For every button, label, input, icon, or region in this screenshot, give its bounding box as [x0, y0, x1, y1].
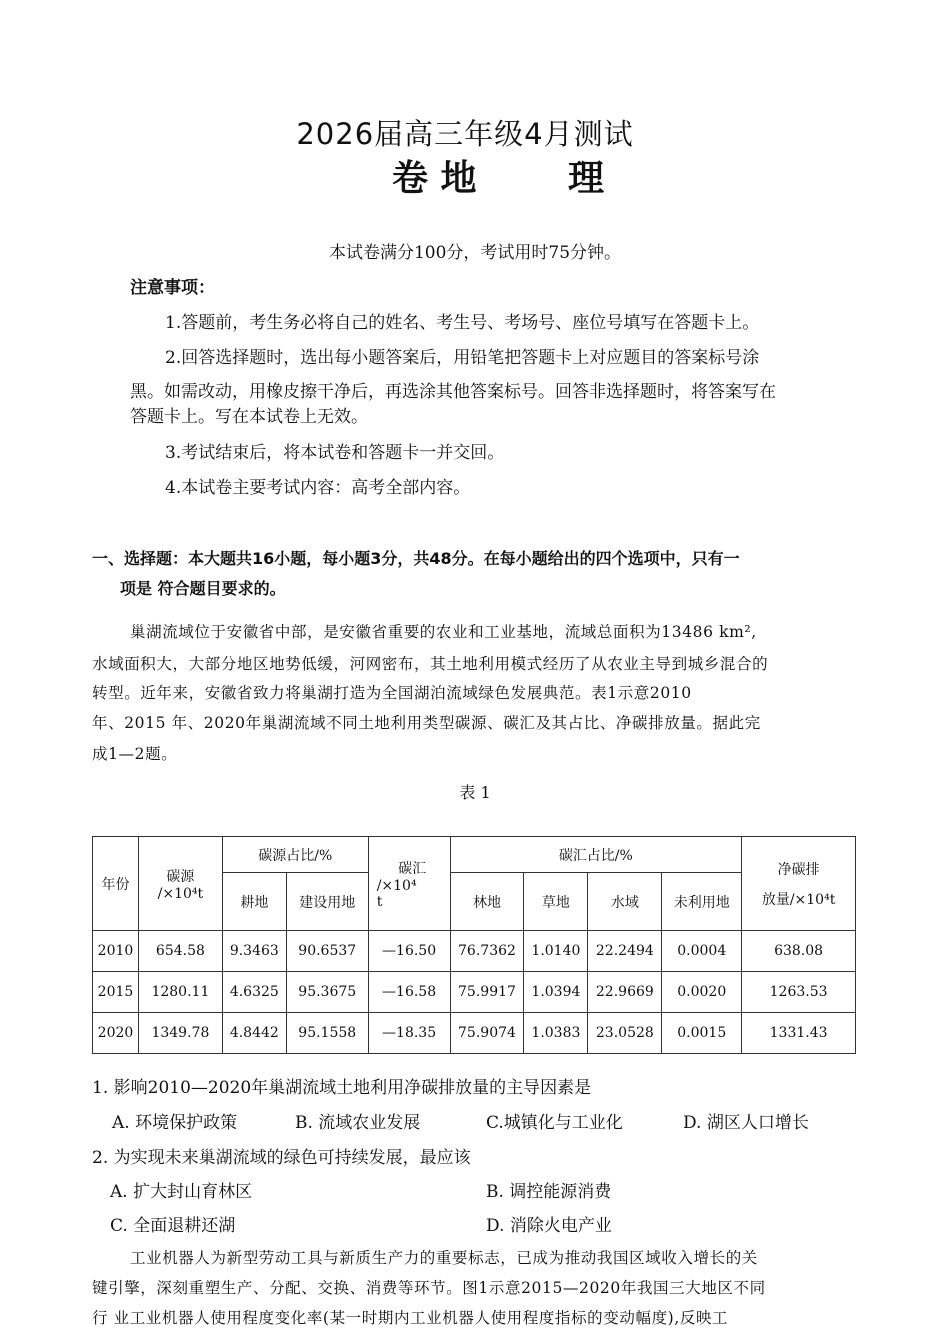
question-2-option-b: B. 调控能源消费 [486, 1182, 612, 1202]
header-sink-label: 碳汇 [398, 860, 427, 877]
cell: 0.0004 [662, 931, 742, 972]
cell: —16.50 [368, 931, 450, 972]
question-2-stem: 2. 为实现未来巢湖流域的绿色可持续发展，最应该 [92, 1148, 471, 1168]
passage1-line4: 年、2015 年、2020年巢湖流域不同土地利用类型碳源、碳汇及其占比、净碳排放量。据此完 [92, 714, 761, 732]
cell: 654.58 [138, 931, 222, 972]
cell: 0.0020 [662, 972, 742, 1013]
header-water: 水域 [588, 873, 662, 931]
table-row [93, 1013, 856, 1054]
passage2-line1: 工业机器人为新型劳动工具与新质生产力的重要标志，已成为推动我国区域收入增长的关 [130, 1249, 758, 1267]
cell: 638.08 [742, 931, 856, 972]
passage2-line3: 行 业工业机器人使用程度变化率(某一时期内工业机器人使用程度指标的变动幅度),反映工 [92, 1309, 729, 1327]
cell: 95.3675 [286, 972, 368, 1013]
notice-item-2-line1: 2.回答选择题时，选出每小题答案后，用铅笔把答题卡上对应题目的答案标号涂 [165, 348, 760, 368]
header-sink-ratio: 碳汇占比/% [450, 837, 742, 873]
table-row [93, 972, 856, 1013]
header-forest: 林地 [450, 873, 524, 931]
passage1-line5: 成1—2题。 [92, 745, 178, 763]
table-caption: 表 1 [459, 783, 491, 802]
section-heading-line2: 项是 符合题目要求的。 [120, 579, 286, 598]
question-1-option-c: C.城镇化与工业化 [486, 1113, 623, 1133]
cell: 4.6325 [222, 972, 286, 1013]
section-heading-line1: 一、选择题：本大题共16小题，每小题3分，共48分。在每小题给出的四个选项中，只有一 [92, 549, 740, 568]
notice-heading: 注意事项： [130, 278, 215, 298]
cell: 95.1558 [286, 1013, 368, 1054]
header-sink-unit2: t [376, 893, 383, 910]
question-1-option-d: D. 湖区人口增长 [683, 1113, 809, 1133]
cell: 1331.43 [742, 1013, 856, 1054]
question-1-option-b: B. 流域农业发展 [295, 1113, 421, 1133]
cell: —16.58 [368, 972, 450, 1013]
header-unused: 未利用地 [662, 873, 742, 931]
header-source-unit: /×10⁴t [157, 885, 204, 902]
notice-item-1: 1.答题前，考生务必将自己的姓名、考生号、考场号、座位号填写在答题卡上。 [165, 313, 760, 333]
cell: 4.8442 [222, 1013, 286, 1054]
notice-item-2-line2: 黑。如需改动，用橡皮擦干净后，再选涂其他答案标号。回答非选择题时，将答案写在 [130, 382, 776, 402]
passage1-line1: 巢湖流域位于安徽省中部，是安徽省重要的农业和工业基地，流域总面积为13486 km², [130, 623, 757, 641]
table-row [93, 931, 856, 972]
cell: 1.0383 [524, 1013, 588, 1054]
cell: 1.0140 [524, 931, 588, 972]
cell: 1349.78 [138, 1013, 222, 1054]
passage1-line3: 转型。近年来，安徽省致力将巢湖打造为全国湖泊流域绿色发展典范。表1示意2010 [92, 684, 692, 702]
header-net-label: 净碳排 [777, 861, 820, 878]
cell: —18.35 [368, 1013, 450, 1054]
header-grass: 草地 [524, 873, 588, 931]
cell: 23.0528 [588, 1013, 662, 1054]
cell: 2020 [93, 1013, 139, 1054]
header-construction: 建设用地 [286, 873, 368, 931]
question-1-option-a: A. 环境保护政策 [112, 1113, 238, 1133]
passage2-line2: 键引擎，深刻重塑生产、分配、交换、消费等环节。图1示意2015—2020年我国三大地区不同 [92, 1279, 766, 1297]
question-1-stem: 1. 影响2010—2020年巢湖流域土地利用净碳排放量的主导因素是 [92, 1078, 592, 1098]
notice-item-4: 4.本试卷主要考试内容：高考全部内容。 [165, 478, 471, 498]
header-farmland: 耕地 [222, 873, 286, 931]
header-year: 年份 [93, 837, 139, 931]
cell: 2015 [93, 972, 139, 1013]
cell: 1280.11 [138, 972, 222, 1013]
exam-title: 2026届高三年级4月测试 [296, 117, 634, 151]
cell: 22.9669 [588, 972, 662, 1013]
cell: 22.2494 [588, 931, 662, 972]
subject-title-left: 卷 地 [392, 158, 477, 199]
header-source-label: 碳源 [166, 868, 195, 885]
cell: 9.3463 [222, 931, 286, 972]
header-net-unit: 放量/×10⁴t [761, 891, 836, 908]
cell: 0.0015 [662, 1013, 742, 1054]
notice-item-3: 3.考试结束后，将本试卷和答题卡一并交回。 [165, 443, 505, 463]
header-source [138, 837, 222, 931]
cell: 1.0394 [524, 972, 588, 1013]
exam-info: 本试卷满分100分，考试用时75分钟。 [328, 243, 622, 263]
header-net [742, 837, 856, 931]
cell: 2010 [93, 931, 139, 972]
cell: 75.9074 [450, 1013, 524, 1054]
question-2-option-c: C. 全面退耕还湖 [110, 1216, 236, 1236]
header-sink-unit: /×10⁴ [376, 877, 417, 894]
cell: 1263.53 [742, 972, 856, 1013]
question-2-option-a: A. 扩大封山育林区 [110, 1182, 253, 1202]
cell: 76.7362 [450, 931, 524, 972]
cell: 90.6537 [286, 931, 368, 972]
header-source-ratio: 碳源占比/% [222, 837, 368, 873]
subject-title-right: 理 [568, 158, 605, 199]
cell: 75.9917 [450, 972, 524, 1013]
carbon-table [92, 836, 856, 1054]
notice-item-2-line3: 答题卡上。写在本试卷上无效。 [130, 407, 368, 427]
question-2-option-d: D. 消除火电产业 [486, 1216, 612, 1236]
passage1-line2: 水域面积大，大部分地区地势低缓，河网密布，其土地利用模式经历了从农业主导到城乡混合的 [92, 655, 769, 673]
header-sink [368, 837, 450, 931]
